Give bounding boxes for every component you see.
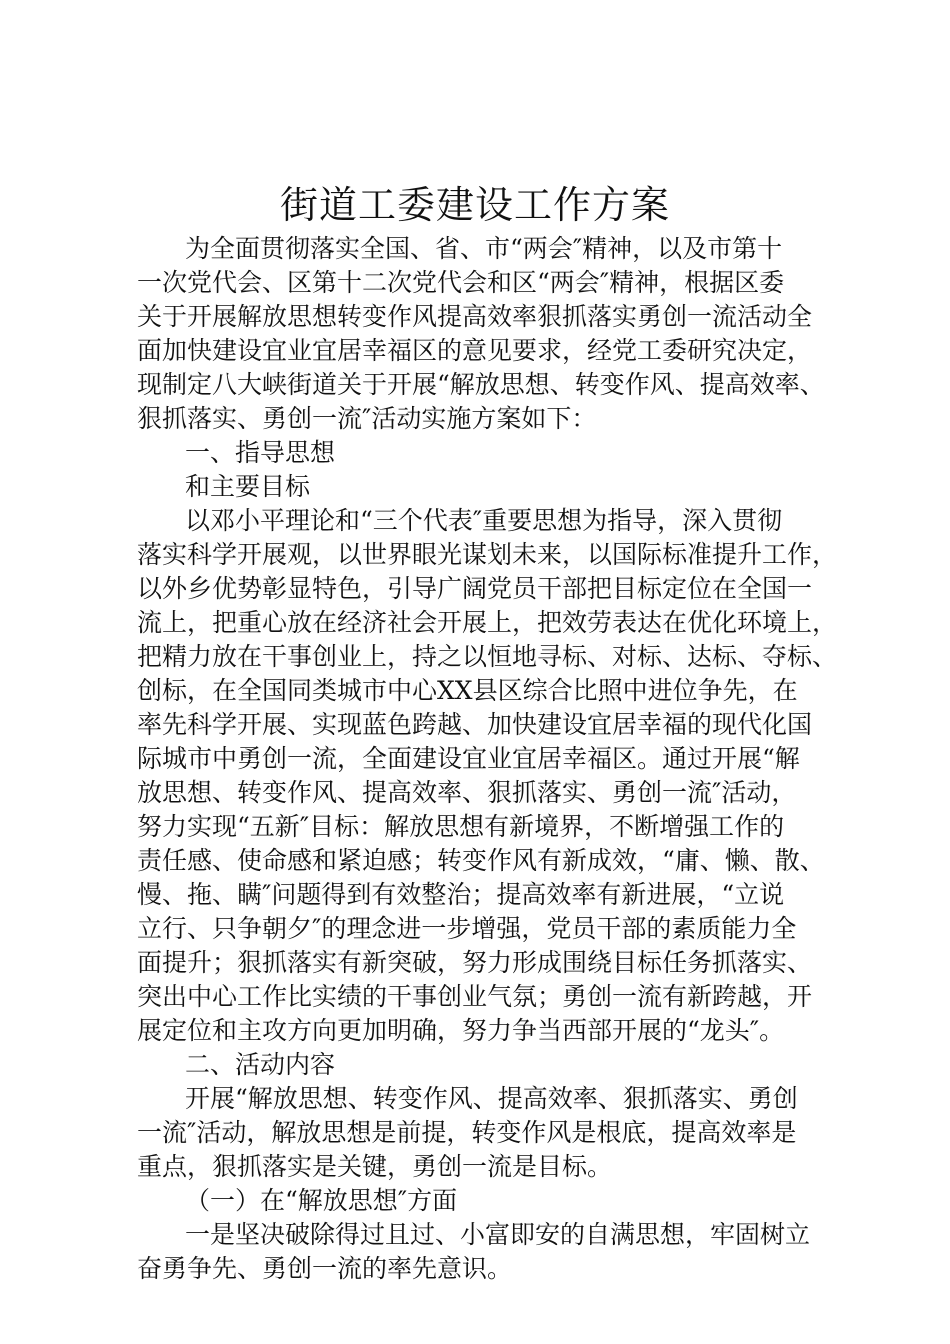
text-line: 一是坚决破除得过且过、小富即安的自满思想，牢固树立 — [185, 1220, 811, 1249]
document-title: 街道工委建设工作方案 — [279, 183, 670, 227]
text-line: 面提升；狠抓落实有新突破，努力形成围绕目标任务抓落实、 — [137, 948, 813, 977]
text-line: 面加快建设宜业宜居幸福区的意见要求，经党工委研究决定， — [137, 336, 813, 365]
text-line: 立行、只争朝夕″的理念进一步增强，党员干部的素质能力全 — [137, 914, 797, 943]
text-line: 际城市中勇创一流，全面建设宜业宜居幸福区。通过开展“解 — [137, 744, 800, 773]
text-line: 责任感、使命感和紧迫感；转变作风有新成效，“庸、懒、散、 — [137, 846, 825, 875]
text-line: 现制定八大峡街道关于开展“解放思想、转变作风、提高效率、 — [137, 370, 825, 399]
text-line: 创标，在全国同类城市中心XX县区综合比照中进位争先，在 — [137, 676, 798, 705]
text-line: 放思想、转变作风、提高效率、狠抓落实、勇创一流″活动， — [137, 778, 797, 807]
section-heading: 和主要目标 — [185, 472, 311, 501]
text-line: 以外乡优势彰显特色，引导广阔党员干部把目标定位在全国一 — [137, 574, 813, 603]
text-line: 努力实现“五新″目标：解放思想有新境界，不断增强工作的 — [137, 812, 785, 841]
text-line: 狠抓落实、勇创一流″活动实施方案如下： — [137, 404, 597, 433]
text-line: 落实科学开展观，以世界眼光谋划未来，以国际标准提升工作， — [137, 540, 838, 569]
text-line: 奋勇争先、勇创一流的率先意识。 — [137, 1254, 513, 1283]
text-line: 突出中心工作比实绩的干事创业气氛；勇创一流有新跨越，开 — [137, 982, 813, 1011]
subsection-heading: （一）在“解放思想″方面 — [185, 1186, 458, 1215]
text-line: 把精力放在干事创业上，持之以恒地寻标、对标、达标、夺标、 — [137, 642, 838, 671]
text-line: 重点，狠抓落实是关键，勇创一流是目标。 — [137, 1152, 613, 1181]
text-line: 开展“解放思想、转变作风、提高效率、狠抓落实、勇创 — [185, 1084, 798, 1113]
text-line: 慢、拖、瞒″问题得到有效整治；提高效率有新进展，“立说 — [137, 880, 785, 909]
section-heading: 二、活动内容 — [185, 1050, 336, 1079]
text-line: 展定位和主攻方向更加明确，努力争当西部开展的“龙头″。 — [137, 1016, 785, 1045]
text-line: 关于开展解放思想转变作风提高效率狠抓落实勇创一流活动全 — [137, 302, 813, 331]
section-heading: 一、指导思想 — [185, 438, 336, 467]
text-line: 以邓小平理论和“三个代表″重要思想为指导，深入贯彻 — [185, 506, 783, 535]
text-line: 为全面贯彻落实全国、省、市“两会″精神，以及市第十 — [185, 234, 783, 263]
text-line: 一流″活动，解放思想是前提，转变作风是根底，提高效率是 — [137, 1118, 797, 1147]
text-line: 流上，把重心放在经济社会开展上，把效劳表达在优化环境上， — [137, 608, 838, 637]
text-line: 率先科学开展、实现蓝色跨越、加快建设宜居幸福的现代化国 — [137, 710, 813, 739]
text-line: 一次党代会、区第十二次党代会和区“两会″精神，根据区委 — [137, 268, 785, 297]
